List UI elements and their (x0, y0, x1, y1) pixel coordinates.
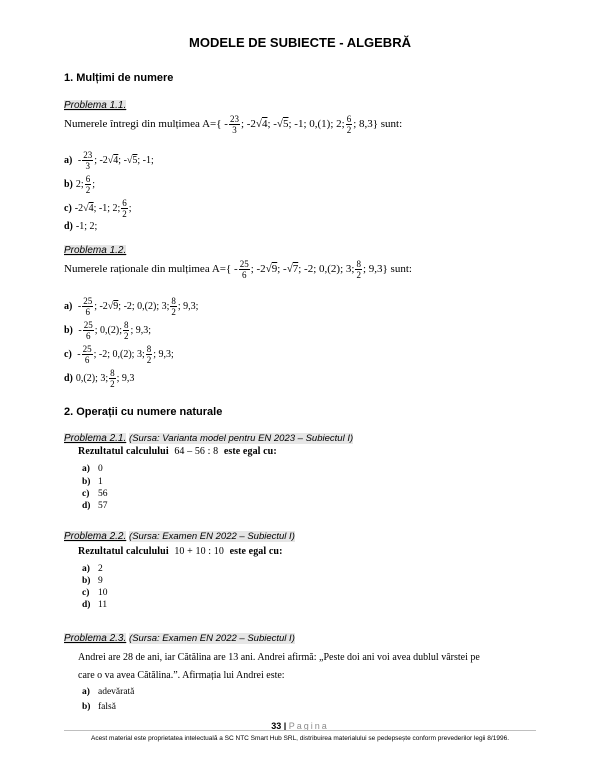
problem-label-text: Problema 1.2. (64, 245, 127, 256)
page-number-value: 33 (271, 721, 282, 731)
option-c: c) - $\frac{25}{6}$ ; -2; 0,(2); 3; $\frac{8}{2}$ ; 9,3; (64, 343, 174, 365)
footer-copyright-note: Acest material este proprietatea intelectuală a SC NTC Smart Hub SRL, distribuirea materialului se pedepsește conform prevederilor legii 8/1996. (90, 735, 509, 742)
option-letter: a) (82, 464, 90, 474)
statement-set: - $\frac{23}{3}$ ; -2√4; -√5; -1; 0,(1); 2; $\frac{6}{2}$ ; 8,3 (221, 113, 373, 135)
option-b (82, 702, 116, 712)
option-value: adevărată (98, 687, 135, 697)
option-letter: a) (64, 300, 73, 312)
option-a: a) - $\frac{23}{3}$ ; -2√ 4 ; -√ 5 ; -1; (64, 149, 154, 171)
problem-statement (64, 256, 412, 282)
statement-prefix: Numerele întregi din mulțimea A={ (64, 118, 222, 130)
problem-label (64, 245, 126, 256)
page-title: MODELE DE SUBIECTE - ALGEBRĂ (189, 35, 411, 50)
problem-source: (Sursa: Examen EN 2022 – Subiectul I) (129, 633, 295, 644)
option-c: c) -2√ 4 ; -1; 2; $\frac{6}{2}$ ; (64, 197, 132, 219)
option-value: 57 (98, 501, 108, 511)
page-word: Pagina (288, 721, 329, 731)
option-letter: c) (82, 489, 90, 499)
option-letter: d) (64, 220, 73, 232)
stem-text: este egal cu: (229, 546, 283, 557)
option-letter: b) (82, 576, 91, 586)
problem-source: (Sursa: Examen EN 2022 – Subiectul I) (129, 531, 295, 542)
option-b (82, 477, 103, 487)
option-value: 2 (98, 564, 103, 574)
option-letter: a) (82, 687, 90, 697)
option-letter: a) (82, 564, 90, 574)
option-value: 0 (98, 464, 103, 474)
problem-paragraph-line: care o va avea Cătălina.”. Afirmația lui Andrei este: (78, 670, 285, 681)
stem-expression: 64 – 56 : 8 (174, 446, 219, 457)
option-letter: b) (82, 477, 91, 487)
option-value: 1 (98, 477, 103, 487)
stem-text: Rezultatul calculului (78, 446, 169, 457)
stem-text: este egal cu: (223, 446, 277, 457)
option-b: b) 2; $\frac{6}{2}$ ; (64, 173, 95, 195)
option-d: d) 0,(2); 3; $\frac{8}{2}$ ; 9,3 (64, 367, 135, 389)
problem-paragraph-line: Andrei are 28 de ani, iar Cătălina are 13 ani. Andrei afirmă: „Peste doi ani voi avea dublul vârstei pe (78, 652, 480, 663)
option-letter: d) (64, 372, 73, 384)
section-heading-operations: 2. Operații cu numere naturale (64, 406, 223, 418)
problem-label (64, 100, 126, 111)
option-d (82, 600, 107, 610)
option-c (82, 489, 108, 499)
option-letter: b) (64, 178, 73, 190)
option-a (82, 564, 103, 574)
option-letter: c) (64, 202, 72, 214)
option-b (82, 576, 103, 586)
page-separator: | (283, 721, 287, 731)
section-heading-sets: 1. Mulțimi de numere (64, 72, 174, 84)
problem-label-text: Problema 2.1. (64, 433, 127, 444)
problem-source: (Sursa: Varianta model pentru EN 2023 – Subiectul I) (129, 433, 354, 444)
statement-prefix: Numerele raționale din mulțimea A={ (64, 263, 232, 275)
stem-text: Rezultatul calculului (78, 546, 169, 557)
option-value: 56 (98, 489, 108, 499)
option-letter: d) (82, 501, 91, 511)
problem-label (64, 633, 295, 644)
problem-label (64, 531, 295, 542)
statement-set: - $\frac{25}{6}$ ; -2√9; -√7; -2; 0,(2); 3; $\frac{8}{2}$ ; 9,3 (231, 258, 383, 280)
option-a: a) - $\frac{25}{6}$ ; -2√ 9 ; -2; 0,(2); 3; $\frac{8}{2}$ ; 9,3; (64, 295, 199, 317)
problem-label-text: Problema 2.3. (64, 633, 127, 644)
option-a (82, 687, 134, 697)
option-letter: a) (64, 154, 73, 166)
problem-label (64, 433, 353, 444)
footer-divider (64, 730, 536, 731)
option-value: 11 (98, 600, 108, 610)
stem-expression: 10 + 10 : 10 (174, 546, 224, 557)
problem-stem (78, 546, 283, 557)
option-value: 9 (98, 576, 103, 586)
option-b: b) - $\frac{25}{6}$ ; 0,(2); $\frac{8}{2}$ ; 9,3; (64, 319, 152, 341)
option-letter: c) (64, 348, 72, 360)
statement-suffix: } sunt: (372, 118, 403, 130)
option-letter: b) (82, 702, 91, 712)
option-value: 10 (98, 588, 108, 598)
problem-label-text: Problema 2.2. (64, 531, 127, 542)
option-value: falsă (98, 702, 116, 712)
option-letter: b) (64, 324, 73, 336)
problem-statement (64, 111, 402, 137)
option-a (82, 464, 103, 474)
option-letter: d) (82, 600, 91, 610)
problem-stem (78, 446, 277, 457)
option-c (82, 588, 108, 598)
statement-suffix: } sunt: (382, 263, 412, 275)
option-d: d) -1; 2; (64, 220, 98, 232)
option-letter: c) (82, 588, 90, 598)
option-d (82, 501, 108, 511)
problem-label-text: Problema 1.1. (64, 100, 127, 111)
